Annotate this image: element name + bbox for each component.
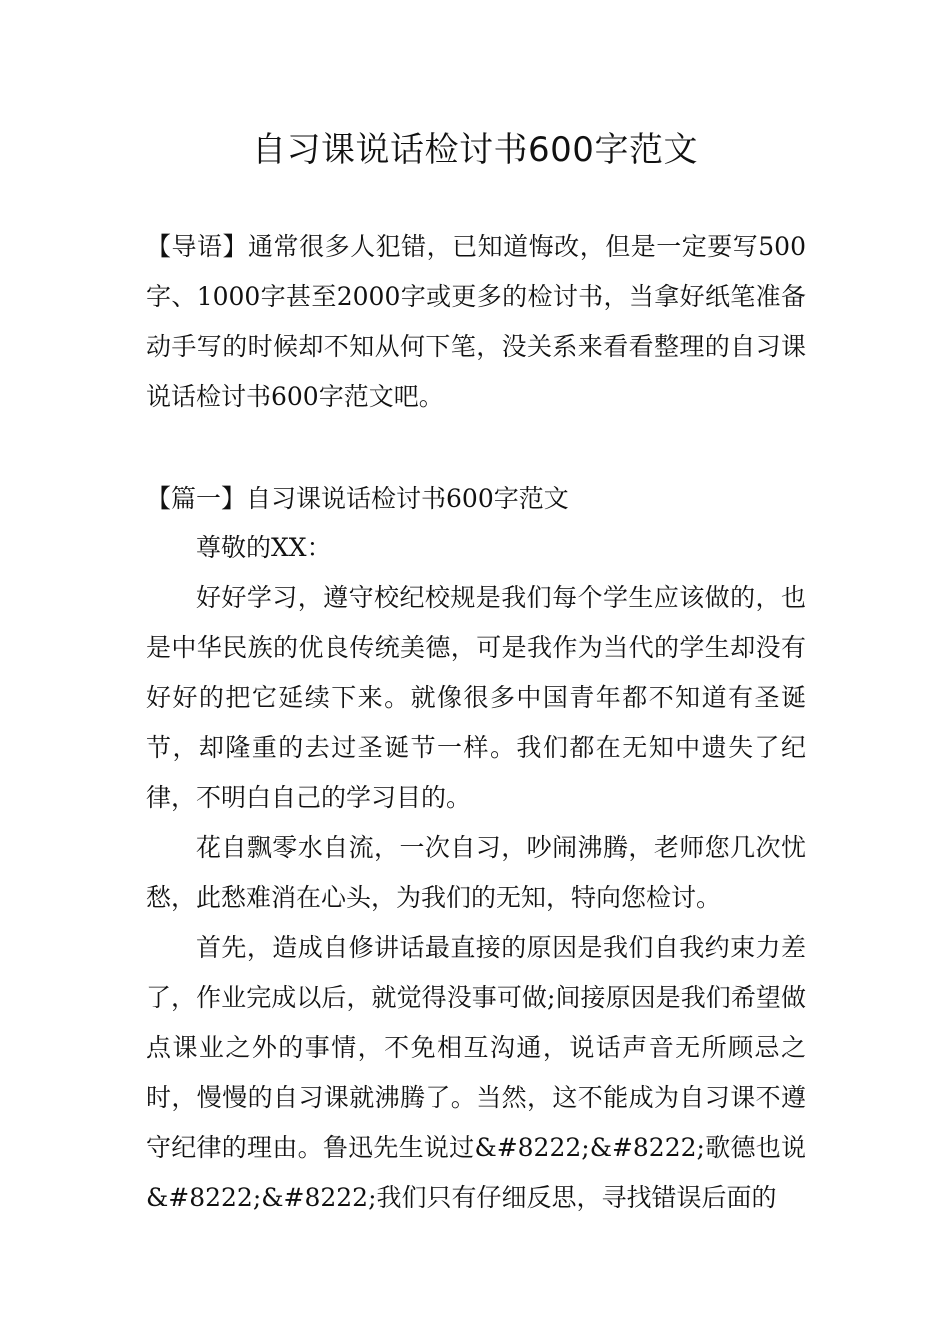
salutation: 尊敬的XX： (196, 533, 332, 562)
section-heading: 【篇一】自习课说话检讨书600字范文 (146, 484, 569, 513)
body-paragraph-2: 花自飘零水自流，一次自习，吵闹沸腾，老师您几次忧愁，此愁难消在心头，为我们的无知，特向您检讨。 (146, 833, 806, 912)
intro-paragraph: 【导语】通常很多人犯错，已知道悔改，但是一定要写500字、1000字甚至2000字或更多的检讨书，当拿好纸笔准备动手写的时候却不知从何下笔，没关系来看看整理的自习课说话检讨书600字范文吧。 (146, 232, 806, 411)
body-paragraph-3: 首先，造成自修讲话最直接的原因是我们自我约束力差了，作业完成以后，就觉得没事可做;间接原因是我们希望做点课业之外的事情，不免相互沟通，说话声音无所顾忌之时，慢慢的自习课就沸腾了。当然，这不能成为自习课不遵守纪律的理由。鲁迅先生说过&#8222;&#8222;歌德也说&#8222;&#8222;我们只有仔细反思，寻找错误后面的 (146, 933, 806, 1212)
body-paragraph-1: 好好学习，遵守校纪校规是我们每个学生应该做的，也是中华民族的优良传统美德，可是我作为当代的学生却没有好好的把它延续下来。就像很多中国青年都不知道有圣诞节，却隆重的去过圣诞节一样。我们都在无知中遗失了纪律，不明白自己的学习目的。 (146, 583, 806, 812)
body-text (146, 573, 806, 1223)
document-title: 自习课说话检讨书600字范文 (252, 130, 698, 170)
